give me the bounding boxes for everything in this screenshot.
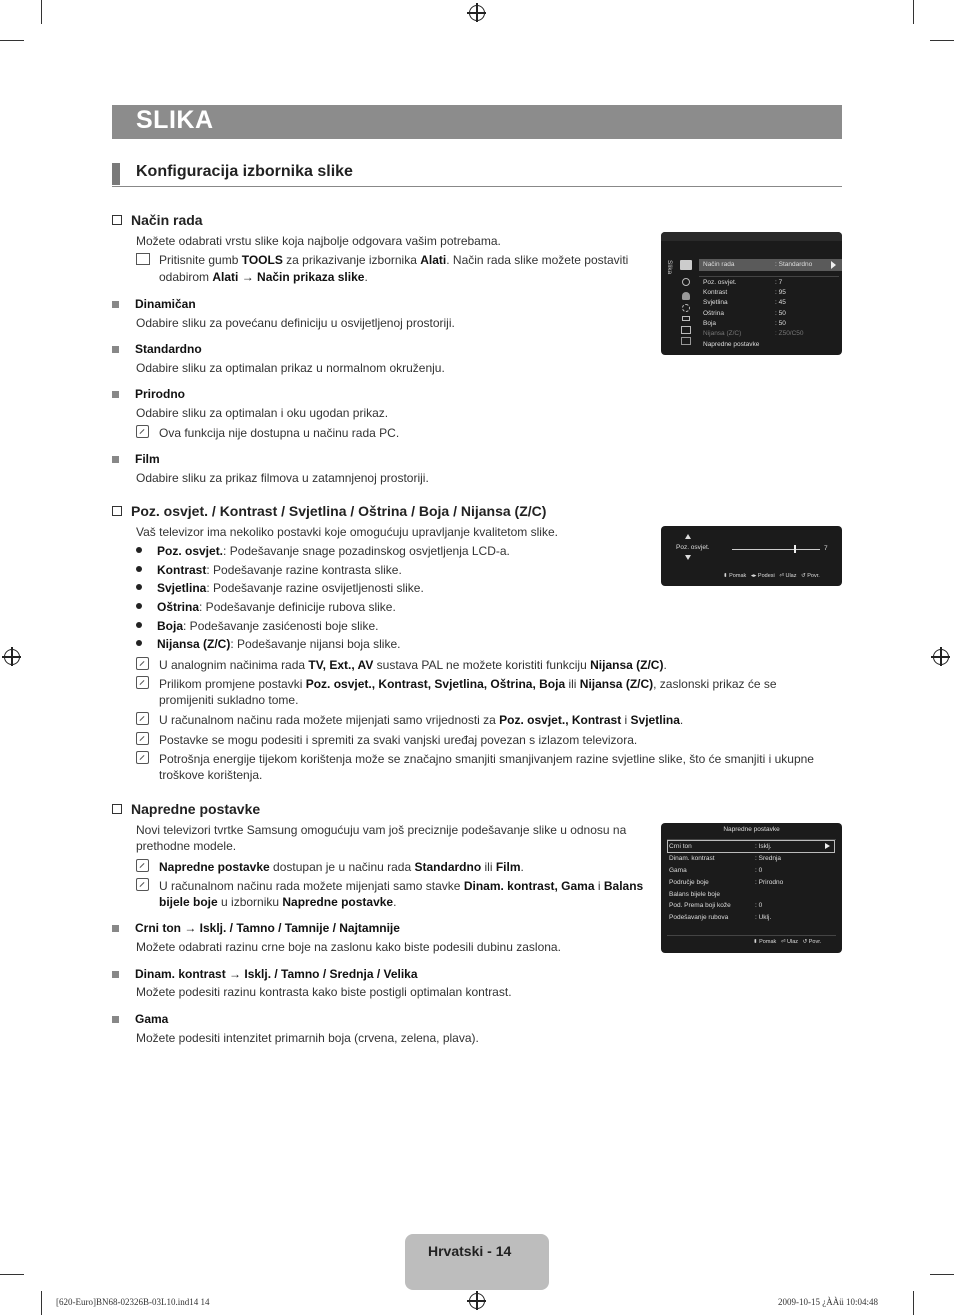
paragraph: Možete odabrati vrstu slike koja najbolje odgovara vašim potrebama. <box>136 234 501 248</box>
bullet-icon <box>136 566 142 572</box>
bullet-item: Svjetlina: Podešavanje razine osvijetljenosti slike. <box>136 580 424 597</box>
bullet-icon <box>136 640 142 646</box>
item-desc: Odabire sliku za prikaz filmova u zatamnjenoj prostoriji. <box>136 471 429 485</box>
note: U računalnom načinu rada možete mijenjati samo vrijednosti za Poz. osvjet., Kontrast i Svjetlina. <box>136 711 842 729</box>
item-desc: Odabire sliku za optimalan i oku ugodan prikaz. <box>136 406 389 420</box>
note: U računalnom načinu rada možete mijenjati samo stavke Dinam. kontrast, Gama i Balans <box>136 877 656 895</box>
note-icon <box>136 751 149 764</box>
page-number: Hrvatski - 14 <box>428 1243 512 1259</box>
item-desc: Možete odabrati razinu crne boje na zaslonu kako biste podesili dubinu zaslona. <box>136 940 561 954</box>
slider-knob <box>794 545 796 553</box>
item-title: Prirodno <box>112 386 185 403</box>
paragraph: Vaš televizor ima nekoliko postavki koje omogućuju upravljanje kvalitetom slike. <box>136 525 558 539</box>
osd-title: Napredne postavke <box>723 826 780 833</box>
note-cont: bijele boje u izborniku Napredne postavke. <box>159 895 397 909</box>
setup-menu-icon <box>682 304 690 312</box>
square-bullet-icon <box>112 346 119 353</box>
tools-note-cont: odabirom Alati → Način prikaza slike. <box>159 270 368 284</box>
square-bullet-icon <box>112 1016 119 1023</box>
page-title: SLIKA <box>136 106 214 134</box>
print-date-info: 2009-10-15 ¿ÀÀü 10:04:48 <box>778 1297 878 1307</box>
crop-mark <box>41 0 42 24</box>
note: Postavke se mogu podesiti i spremiti za svaki vanjski uređaj povezan s izlazom televizora. <box>136 731 842 749</box>
osd-hints: ⬍ Pomak ◂▸ Podesi ⏎ Ulaz ↺ Povr. <box>723 573 820 579</box>
application-menu-icon <box>681 326 691 334</box>
square-bullet-icon <box>112 971 119 978</box>
square-bullet-icon <box>112 925 119 932</box>
crop-mark <box>913 1291 914 1315</box>
checkbox-bullet-icon <box>112 506 122 516</box>
item-desc: Možete podesiti razinu kontrasta kako biste postigli optimalan kontrast. <box>136 985 512 999</box>
sound-menu-icon <box>682 278 690 286</box>
item-desc: Odabire sliku za povećanu definiciju u osvijetljenoj prostoriji. <box>136 316 455 330</box>
tools-note: Pritisnite gumb TOOLS za prikazivanje izbornika Alati. Način rada slike možete postaviti <box>136 252 656 269</box>
crop-mark <box>0 1274 24 1275</box>
item-title: Standardno <box>112 341 202 358</box>
checkbox-bullet-icon <box>112 215 122 225</box>
slider-value: 7 <box>824 545 828 552</box>
osd-row: Kontrast : 95 <box>703 289 786 296</box>
osd-row: Balans bijele boje <box>669 891 720 898</box>
item-desc: Možete podesiti intenzitet primarnih boja (crvena, zelena, plava). <box>136 1031 479 1045</box>
registration-mark-icon <box>933 649 949 665</box>
note-cont: troškove korištenja. <box>159 768 263 782</box>
osd-row: Dinam. kontrast : Srednja <box>669 855 782 862</box>
osd-row: Crni ton : Isklj. <box>669 843 772 850</box>
arrow-up-icon <box>685 534 691 539</box>
note-icon <box>136 676 149 689</box>
crop-mark <box>41 1291 42 1315</box>
osd-row: Pod. Prema boji kože : 0 <box>669 902 763 909</box>
print-file-info: [620-Euro]BN68-02326B-03L10.ind14 14 <box>56 1297 210 1307</box>
bullet-item: Kontrast: Podešavanje razine kontrasta slike. <box>136 562 402 579</box>
osd-hints: ⬍ Pomak ⏎ Ulaz ↺ Povr. <box>753 939 822 945</box>
tv-slider-screenshot <box>661 526 842 586</box>
tools-icon <box>136 253 150 265</box>
updown-icon: ⬍ <box>753 939 758 945</box>
crop-mark <box>930 1274 954 1275</box>
item-desc: Odabire sliku za optimalan prikaz u normalnom okruženju. <box>136 361 445 375</box>
picture-menu-icon <box>680 260 692 270</box>
bullet-item: Oštrina: Podešavanje definicije rubova slike. <box>136 599 396 616</box>
tv-menu-screenshot <box>661 232 842 355</box>
osd-row: Svjetlina : 45 <box>703 299 786 306</box>
enter-icon: ⏎ <box>780 939 786 945</box>
square-bullet-icon <box>112 301 119 308</box>
bullet-item: Poz. osvjet.: Podešavanje snage pozadinskog osvjetljenja LCD-a. <box>136 543 510 560</box>
return-icon: ↺ <box>801 573 806 579</box>
section-banner <box>112 105 842 139</box>
item-title: Gama <box>112 1011 168 1028</box>
registration-mark-icon <box>469 1293 485 1309</box>
arrow-right-icon <box>825 843 830 849</box>
input-menu-icon <box>682 316 690 321</box>
section-heading-nacin-rada: Način rada <box>112 212 203 228</box>
slider-label: Poz. osvjet. <box>676 544 710 551</box>
osd-row-disabled: Nijansa (Z/C) : Z50/C50 <box>703 330 804 337</box>
bullet-item: Boja: Podešavanje zasićenosti boje slike. <box>136 618 378 635</box>
paragraph: Novi televizori tvrtke Samsung omogućuju vam još preciznije podešavanje slike u odnosu na <box>136 823 627 837</box>
note-icon <box>136 712 149 725</box>
checkbox-bullet-icon <box>112 804 122 814</box>
bullet-icon <box>136 622 142 628</box>
osd-row: Poz. osvjet. : 7 <box>703 279 783 286</box>
updown-icon: ⬍ <box>723 573 728 579</box>
item-title: Crni ton → Isklj. / Tamno / Tamnije / Najtamnije <box>112 920 400 937</box>
osd-row: Podešavanje rubova : Uklj. <box>669 914 772 921</box>
paragraph: prethodne modele. <box>136 839 237 853</box>
osd-row: Način rada : Standardno <box>703 261 813 268</box>
note-icon <box>136 732 149 745</box>
crop-mark <box>0 40 24 41</box>
divider <box>112 186 842 187</box>
item-title: Film <box>112 451 160 468</box>
osd-row: Područje boje : Prirodno <box>669 879 784 886</box>
slider-track <box>732 549 820 550</box>
leftright-icon: ◂▸ <box>750 573 757 579</box>
registration-mark-icon <box>469 5 485 21</box>
note-icon <box>136 425 149 438</box>
section-heading-napredne-postavke: Napredne postavke <box>112 801 260 817</box>
note: Potrošnja energije tijekom korištenja može se značajno smanjiti smanjivanjem razine svjetline slike, što će smanjiti i ukupne <box>136 750 842 768</box>
osd-row: Gama : 0 <box>669 867 763 874</box>
channel-menu-icon <box>682 292 690 300</box>
note: Prilikom promjene postavki Poz. osvjet., Kontrast, Svjetlina, Oštrina, Boja ili Nijansa (Z/C), zaslonski prikaz će se <box>136 675 842 693</box>
bullet-icon <box>136 547 142 553</box>
note-cont: promijeniti sukladno tome. <box>159 693 299 707</box>
enter-icon: ⏎ <box>779 573 784 579</box>
arrow-down-icon <box>685 555 691 560</box>
square-bullet-icon <box>112 391 119 398</box>
bullet-icon <box>136 584 142 590</box>
crop-mark <box>913 0 914 24</box>
osd-side-label: Slika <box>666 260 673 275</box>
registration-mark-icon <box>4 649 20 665</box>
section-heading-picture-settings: Poz. osvjet. / Kontrast / Svjetlina / Oštrina / Boja / Nijansa (Z/C) <box>112 503 546 519</box>
item-title: Dinamičan <box>112 296 196 313</box>
square-bullet-icon <box>112 456 119 463</box>
bullet-item: Nijansa (Z/C): Podešavanje nijansi boja slike. <box>136 636 400 653</box>
osd-row: Oštrina : 50 <box>703 310 786 317</box>
item-title: Dinam. kontrast → Isklj. / Tamno / Srednja / Velika <box>112 966 418 983</box>
return-icon: ↺ <box>802 939 808 945</box>
note-icon <box>136 859 149 872</box>
subtitle-bar <box>112 163 120 185</box>
note-icon <box>136 657 149 670</box>
crop-mark <box>930 40 954 41</box>
note: U analognim načinima rada TV, Ext., AV sustava PAL ne možete koristiti funkciju Nijansa (Z/C). <box>136 656 842 674</box>
osd-row: Napredne postavke <box>703 341 760 348</box>
osd-row: Boja : 50 <box>703 320 786 327</box>
support-menu-icon <box>681 337 691 345</box>
tv-advanced-menu-screenshot <box>661 823 842 953</box>
section-subtitle: Konfiguracija izbornika slike <box>136 163 353 180</box>
note: Ova funkcija nije dostupna u načinu rada PC. <box>136 424 399 442</box>
note-icon <box>136 878 149 891</box>
bullet-icon <box>136 603 142 609</box>
note: Napredne postavke dostupan je u načinu rada Standardno ili Film. <box>136 858 656 876</box>
